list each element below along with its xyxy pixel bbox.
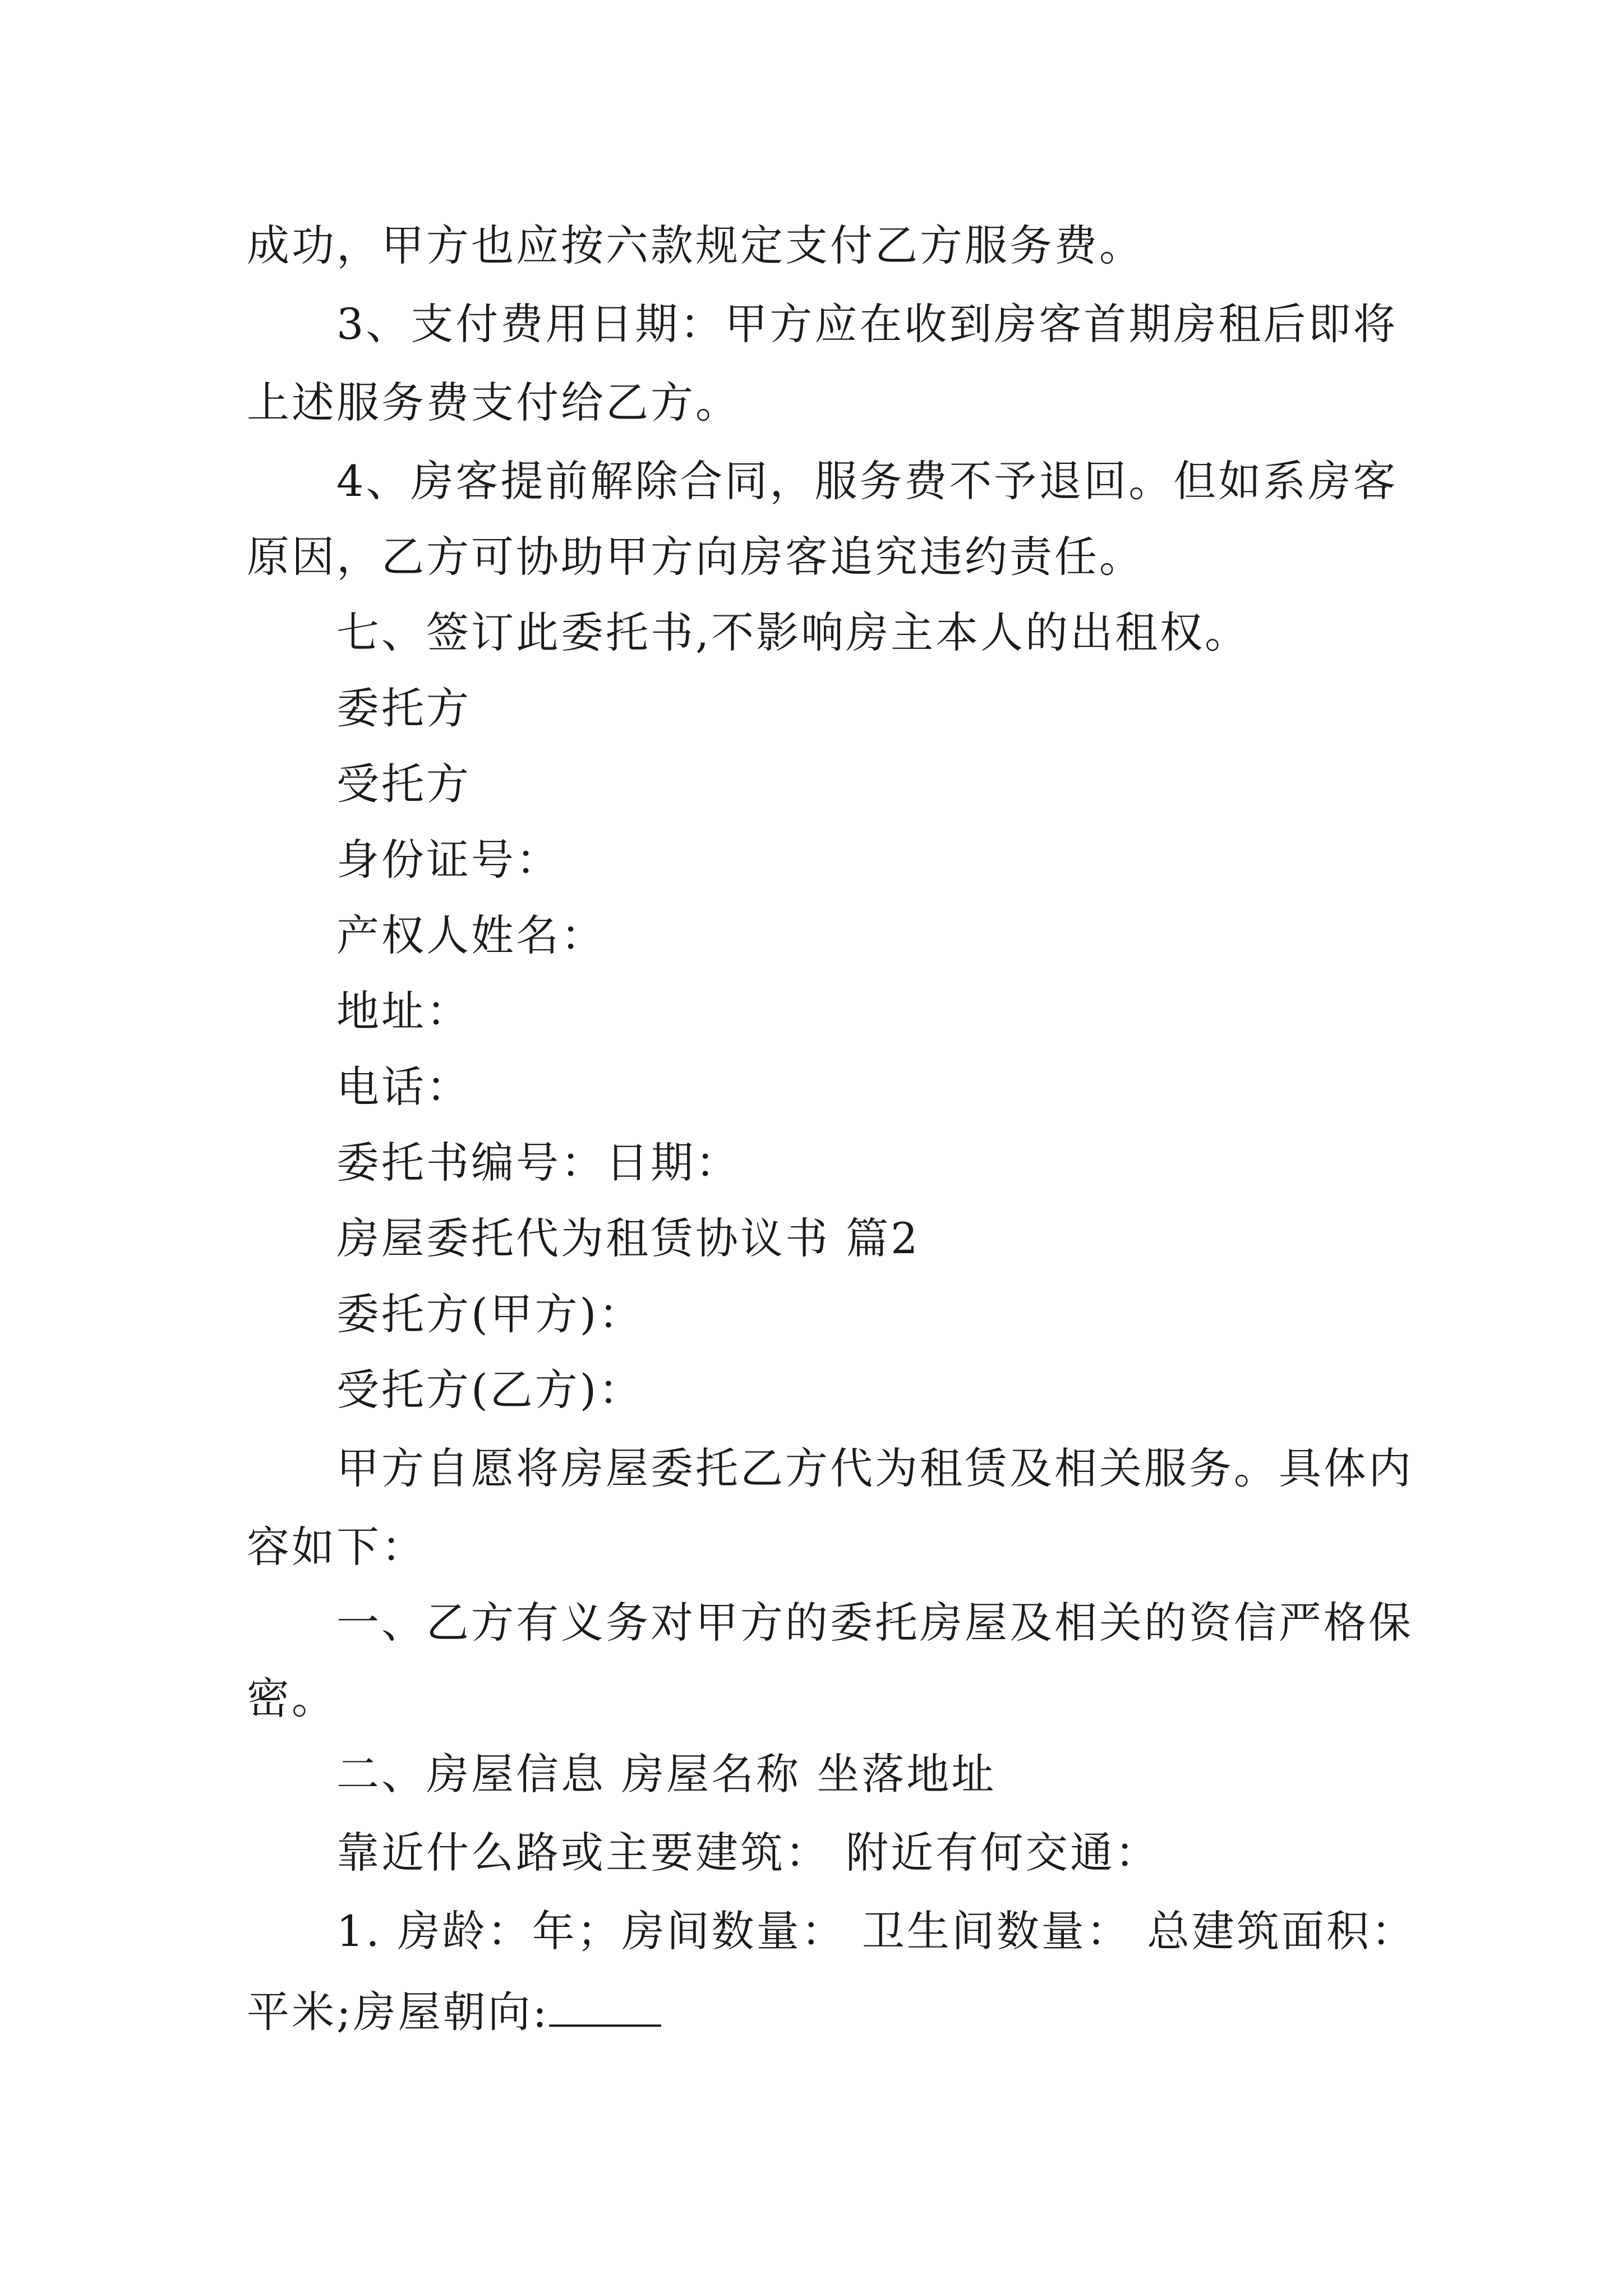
text-line: 产权人姓名： — [336, 910, 606, 960]
text-line: 委托方(甲方)： — [336, 1289, 644, 1339]
text-line: 4、房客提前解除合同，服务费不予退回。但如系房客 — [336, 456, 1398, 506]
text-line: 委托书编号：日期： — [336, 1138, 740, 1188]
text-line: 成功，甲方也应按六款规定支付乙方服务费。 — [247, 220, 1144, 270]
text-line: 受托方(乙方)： — [336, 1365, 644, 1415]
text-line: 身份证号： — [336, 835, 561, 885]
text-line: 七、签订此委托书,不影响房主本人的出租权。 — [336, 608, 1250, 657]
text-line: 靠近什么路或主要建筑： 附近有何交通： — [336, 1828, 1160, 1878]
section-heading: 房屋委托代为租赁协议书 篇2 — [336, 1213, 920, 1263]
text-line: 甲方自愿将房屋委托乙方代为租赁及相关服务。具体内 — [336, 1443, 1413, 1493]
text-line: 密。 — [247, 1673, 336, 1723]
text-line: 受托方 — [336, 759, 471, 809]
text-line: 地址： — [336, 986, 471, 1036]
text-line: 电话： — [336, 1062, 471, 1112]
text-line: 一、乙方有义务对甲方的委托房屋及相关的资信严格保 — [336, 1598, 1413, 1648]
text-line: 3、支付费用日期：甲方应在收到房客首期房租后即将 — [336, 299, 1398, 349]
fill-in-blank — [549, 1989, 661, 2027]
text-line: 委托方 — [336, 683, 471, 733]
text-line: 原因，乙方可协助甲方向房客追究违约责任。 — [247, 532, 1144, 582]
text-line: 二、房屋信息 房屋名称 坐落地址 — [336, 1749, 997, 1799]
text-line-with-blank — [247, 1987, 661, 2037]
text-line: 上述服务费支付给乙方。 — [247, 378, 740, 427]
text-segment: 平米;房屋朝向: — [247, 1987, 550, 2037]
text-line: 1. 房龄：年；房间数量： 卫生间数量： 总建筑面积： — [336, 1906, 1416, 1956]
text-line: 容如下： — [247, 1522, 426, 1572]
